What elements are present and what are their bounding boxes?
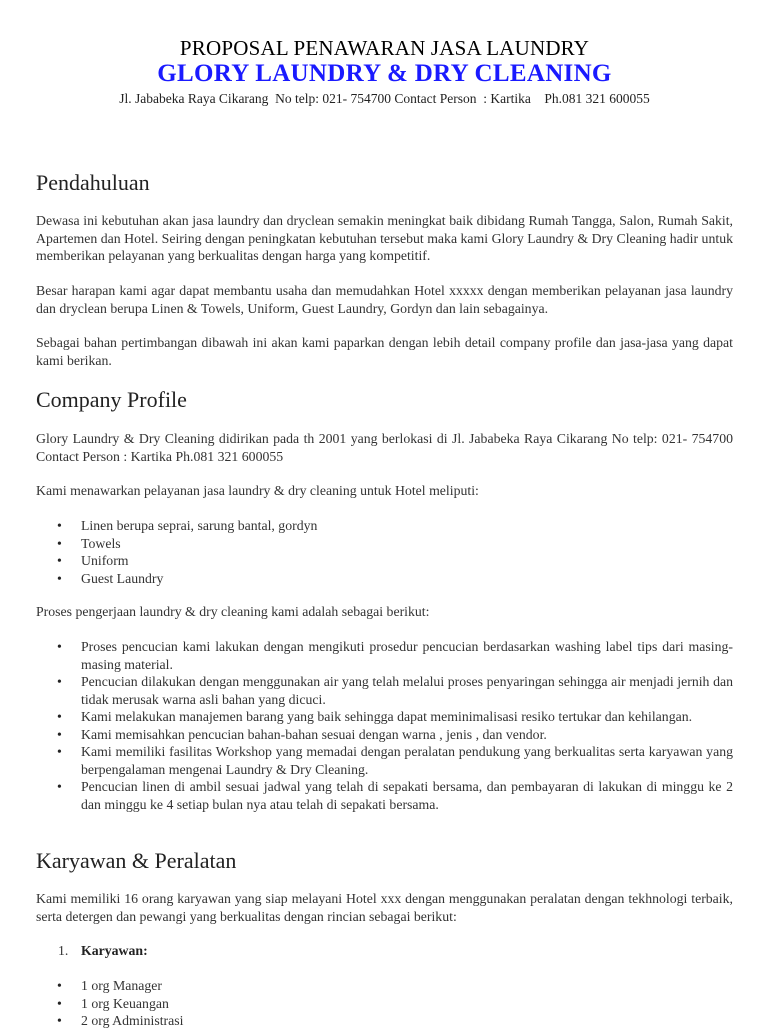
staff-list	[36, 977, 733, 1030]
list-item: • Linen berupa seprai, sarung bantal, gordyn	[36, 517, 733, 535]
section-heading-karyawan: Karyawan & Peralatan	[36, 848, 237, 873]
company-address: Jl. Jababeka Raya Cikarang No telp: 021- 754700 Contact Person : Kartika Ph.081 321 600055	[119, 91, 650, 106]
list-item: • 1 org Keuangan	[36, 995, 733, 1013]
list-item: • Towels	[36, 535, 733, 553]
section-heading-company-profile: Company Profile	[36, 387, 187, 412]
list-item	[36, 942, 733, 960]
pendahuluan-paragraph-2: Besar harapan kami agar dapat membantu usaha dan memudahkan Hotel xxxxx dengan memberikan pelayanan jasa laundry dan dryclean berupa Linen & Towels, Uniform, Guest Laundry, Gordyn dan lain sebagainya.	[36, 283, 733, 316]
company-name: GLORY LAUNDRY & DRY CLEANING	[157, 60, 612, 87]
list-item: • Guest Laundry	[36, 570, 733, 588]
list-item: • Proses pencucian kami lakukan dengan mengikuti prosedur pencucian berdasarkan washing label tips dari masing-masing material.	[36, 638, 733, 673]
company-profile-paragraph-2: Kami menawarkan pelayanan jasa laundry & dry cleaning untuk Hotel meliputi:	[36, 483, 479, 498]
process-list	[36, 638, 733, 813]
company-profile-paragraph-3: Proses pengerjaan laundry & dry cleaning kami adalah sebagai berikut:	[36, 604, 430, 619]
list-item: • 2 org Administrasi	[36, 1012, 733, 1030]
list-item: • Kami melakukan manajemen barang yang baik sehingga dapat meminimalisasi resiko tertukar dan kehilangan.	[36, 708, 733, 726]
services-list	[36, 517, 733, 587]
list-item: • Pencucian dilakukan dengan menggunakan air yang telah melalui proses penyaringan sehingga air menjadi jernih dan tidak merusak warna asli bahan yang dicuci.	[36, 673, 733, 708]
pendahuluan-paragraph-1: Dewasa ini kebutuhan akan jasa laundry dan dryclean semakin meningkat baik dibidang Rumah Tangga, Salon, Rumah Sakit, Apartemen dan Hotel. Seiring dengan peningkatan kebutuhan tersebut maka kami Glory Laundry & Dry Cleaning hadir untuk memberikan pelayanan yang berkualitas dengan harga yang kompetitif.	[36, 213, 733, 263]
numbered-list	[36, 942, 733, 960]
karyawan-paragraph-1: Kami memiliki 16 orang karyawan yang siap melayani Hotel xxx dengan menggunakan peralatan dengan tekhnologi terbaik, serta detergen dan pewangi yang berkualitas dengan rincian sebagai berikut:	[36, 891, 733, 924]
list-item: • Uniform	[36, 552, 733, 570]
list-item: • Kami memiliki fasilitas Workshop yang memadai dengan peralatan pendukung yang berkualitas serta karyawan yang berpengalaman mengenai Laundry & Dry Cleaning.	[36, 743, 733, 778]
list-number: 1.	[58, 943, 69, 958]
document-title: PROPOSAL PENAWARAN JASA LAUNDRY	[179, 36, 590, 60]
company-profile-paragraph-1: Glory Laundry & Dry Cleaning didirikan pada th 2001 yang berlokasi di Jl. Jababeka Raya Cikarang No telp: 021- 754700 Contact Person : Kartika Ph.081 321 600055	[36, 431, 733, 464]
list-item: • Pencucian linen di ambil sesuai jadwal yang telah di sepakati bersama, dan pembayaran di lakukan di minggu ke 2 dan minggu ke 4 setiap bulan nya atau telah di sepakati bersama.	[36, 778, 733, 813]
section-heading-pendahuluan: Pendahuluan	[36, 170, 150, 195]
pendahuluan-paragraph-3: Sebagai bahan pertimbangan dibawah ini akan kami paparkan dengan lebih detail company profile dan jasa-jasa yang dapat kami berikan.	[36, 335, 733, 368]
list-item-label: Karyawan:	[81, 943, 148, 958]
list-item: • 1 org Manager	[36, 977, 733, 995]
list-item: • Kami memisahkan pencucian bahan-bahan sesuai dengan warna , jenis , dan vendor.	[36, 726, 733, 744]
